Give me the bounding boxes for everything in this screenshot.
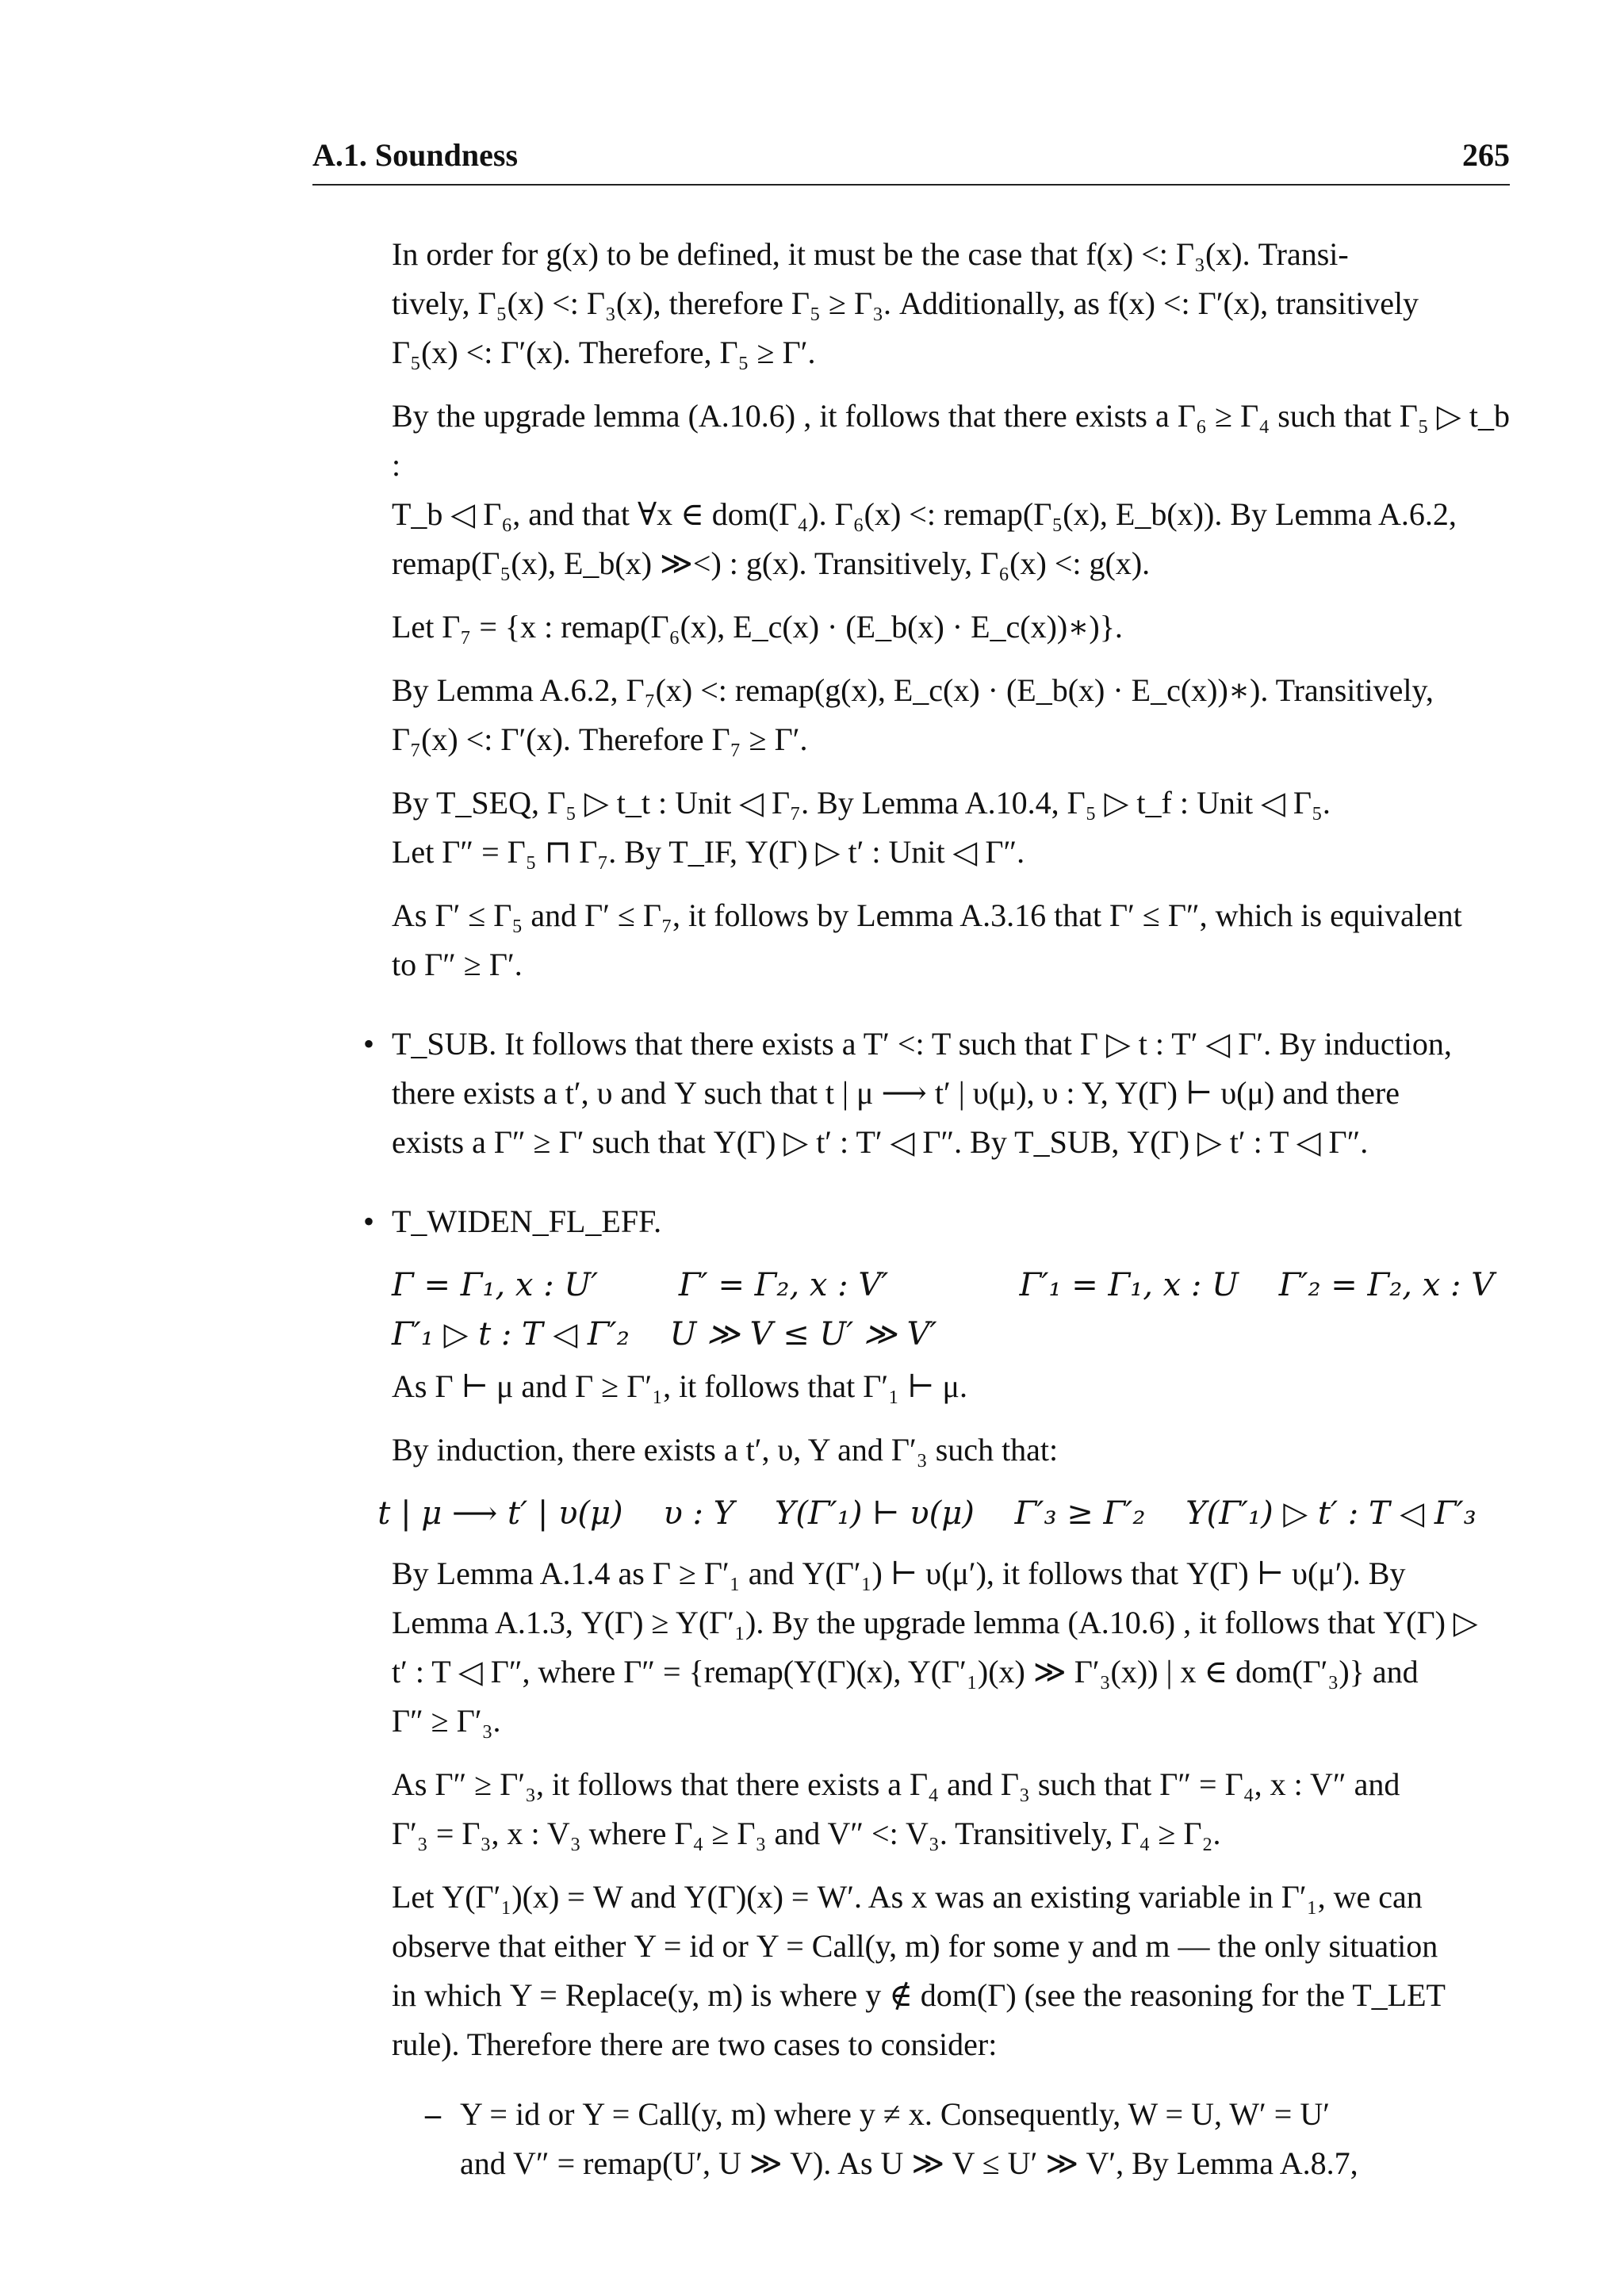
dash-item-case-1	[425, 2090, 1510, 2188]
math-line: Γ = Γ₁, x : U′ Γ′ = Γ₂, x : V′ Γ′₁ = Γ₁, x : U Γ′₂ = Γ₂, x : V	[392, 1267, 1495, 1303]
bullet-paragraph	[392, 1020, 1510, 1167]
text-line: rule). Therefore there are two cases to consider:	[392, 2026, 998, 2062]
text-line: exists a Γ″ ≥ Γ′ such that Υ(Γ) ▷ t′ : T′ ◁ Γ″. By T_SUB, Υ(Γ) ▷ t′ : T ◁ Γ″.	[392, 1124, 1369, 1160]
text-line: By induction, there exists a t′, υ, Υ and Γ′₃ such that:	[392, 1432, 1059, 1468]
text-line: As Γ′ ≤ Γ₅ and Γ′ ≤ Γ₇, it follows by Lemma A.3.16 that Γ′ ≤ Γ″, which is equivalent	[392, 897, 1462, 933]
text-line: By Lemma A.1.4 as Γ ≥ Γ′₁ and Υ(Γ′₁) ⊢ υ(μ′), it follows that Υ(Γ) ⊢ υ(μ′). By	[392, 1556, 1406, 1591]
rule-premises	[392, 1261, 1510, 1359]
text-line: t′ : T ◁ Γ″, where Γ″ = {remap(Υ(Γ)(x), Υ(Γ′₁)(x) ≫ Γ′₃(x)) | x ∈ dom(Γ′₃)} and	[392, 1654, 1419, 1689]
text-line: and V″ = remap(U′, U ≫ V). As U ≫ V ≤ U′ ≫ V′, By Lemma A.8.7,	[460, 2145, 1358, 2181]
text-line: Γ′₃ = Γ₃, x : V₃ where Γ₄ ≥ Γ₃ and V″ <: V₃. Transitively, Γ₄ ≥ Γ₂.	[392, 1816, 1221, 1851]
paragraph-2	[392, 392, 1510, 588]
text-line: to Γ″ ≥ Γ′.	[392, 947, 523, 982]
paragraph-5	[392, 779, 1510, 877]
dash-icon: –	[425, 2096, 441, 2132]
text-line: Υ = id or Υ = Call(y, m) where y ≠ x. Consequently, W = U, W′ = U′	[460, 2096, 1330, 2132]
bullet-paragraph	[392, 1425, 1510, 1475]
text-line: T_SUB. It follows that there exists a T′ <: T such that Γ ▷ t : T′ ◁ Γ′. By induction,	[392, 1026, 1452, 1062]
text-line: in which Υ = Replace(y, m) is where y ∉ dom(Γ) (see the reasoning for the T_LET	[392, 1977, 1446, 2013]
text-line: Γ₅(x) <: Γ′(x). Therefore, Γ₅ ≥ Γ′.	[392, 335, 816, 370]
paragraph-1	[392, 230, 1510, 377]
bullet-icon: •	[363, 1026, 375, 1062]
paragraph-3	[392, 603, 1510, 652]
math-line: Γ′₁ ▷ t : T ◁ Γ′₂ U ≫ V ≤ U′ ≫ V′	[392, 1316, 937, 1353]
bullet-title	[392, 1197, 1510, 1246]
text-line: By the upgrade lemma (A.10.6) , it follows that there exists a Γ₆ ≥ Γ₄ such that Γ₅ ▷ t_b :	[392, 398, 1510, 483]
dash-paragraph	[460, 2090, 1510, 2188]
section-title: A.1. Soundness	[312, 137, 519, 173]
display-equation: t | μ ⟶ t′ | υ(μ) υ : Υ Υ(Γ′₁) ⊢ υ(μ) Γ′₃ ≥ Γ′₂ Υ(Γ′₁) ▷ t′ : T ◁ Γ′₃	[377, 1495, 1477, 1532]
bullet-item-t-widen-fl-eff	[363, 1197, 1510, 2188]
running-header	[312, 136, 1510, 186]
text-line: T_WIDEN_FL_EFF.	[392, 1203, 662, 1239]
text-line: tively, Γ₅(x) <: Γ₃(x), therefore Γ₅ ≥ Γ₃. Additionally, as f(x) <: Γ′(x), transitively	[392, 285, 1419, 321]
main-content	[363, 230, 1510, 2202]
text-line: Lemma A.1.3, Υ(Γ) ≥ Υ(Γ′₁). By the upgrade lemma (A.10.6) , it follows that Υ(Γ) ▷	[392, 1605, 1478, 1640]
text-line: In order for g(x) to be defined, it must be the case that f(x) <: Γ₃(x). Transi-	[392, 236, 1349, 272]
text-line: Let Γ₇ = {x : remap(Γ₆(x), E_c(x) · (E_b(x) · E_c(x))∗)}.	[392, 609, 1123, 645]
page-number: 265	[1462, 137, 1510, 173]
text-line: Let Υ(Γ′₁)(x) = W and Υ(Γ)(x) = W′. As x was an existing variable in Γ′₁, we can	[392, 1879, 1423, 1915]
text-line: As Γ ⊢ μ and Γ ≥ Γ′₁, it follows that Γ′₁ ⊢ μ.	[392, 1368, 967, 1404]
bullet-paragraph	[392, 1873, 1510, 2069]
bullet-paragraph	[392, 1549, 1510, 1746]
paragraph-4	[392, 666, 1510, 764]
bullet-item-t-sub	[363, 1020, 1510, 1167]
bullet-icon: •	[363, 1203, 375, 1239]
paragraph-6	[392, 891, 1510, 989]
text-line: By T_SEQ, Γ₅ ▷ t_t : Unit ◁ Γ₇. By Lemma A.10.4, Γ₅ ▷ t_f : Unit ◁ Γ₅.	[392, 785, 1331, 821]
text-line: Let Γ″ = Γ₅ ⊓ Γ₇. By T_IF, Υ(Γ) ▷ t′ : Unit ◁ Γ″.	[392, 834, 1025, 870]
bullet-paragraph	[392, 1362, 1510, 1411]
text-line: Γ₇(x) <: Γ′(x). Therefore Γ₇ ≥ Γ′.	[392, 721, 808, 757]
text-line: By Lemma A.6.2, Γ₇(x) <: remap(g(x), E_c(x) · (E_b(x) · E_c(x))∗). Transitively,	[392, 672, 1434, 708]
text-line: Γ″ ≥ Γ′₃.	[392, 1703, 501, 1739]
text-line: As Γ″ ≥ Γ′₃, it follows that there exists a Γ₄ and Γ₃ such that Γ″ = Γ₄, x : V″ and	[392, 1766, 1400, 1802]
text-line: there exists a t′, υ and Υ such that t | μ ⟶ t′ | υ(μ), υ : Υ, Υ(Γ) ⊢ υ(μ) and there	[392, 1075, 1400, 1111]
text-line: T_b ◁ Γ₆, and that ∀x ∈ dom(Γ₄). Γ₆(x) <: remap(Γ₅(x), E_b(x)). By Lemma A.6.2,	[392, 496, 1457, 532]
bullet-paragraph	[392, 1760, 1510, 1858]
text-line: observe that either Υ = id or Υ = Call(y, m) for some y and m — the only situation	[392, 1928, 1438, 1964]
text-line: remap(Γ₅(x), E_b(x) ≫<) : g(x). Transitively, Γ₆(x) <: g(x).	[392, 545, 1151, 581]
